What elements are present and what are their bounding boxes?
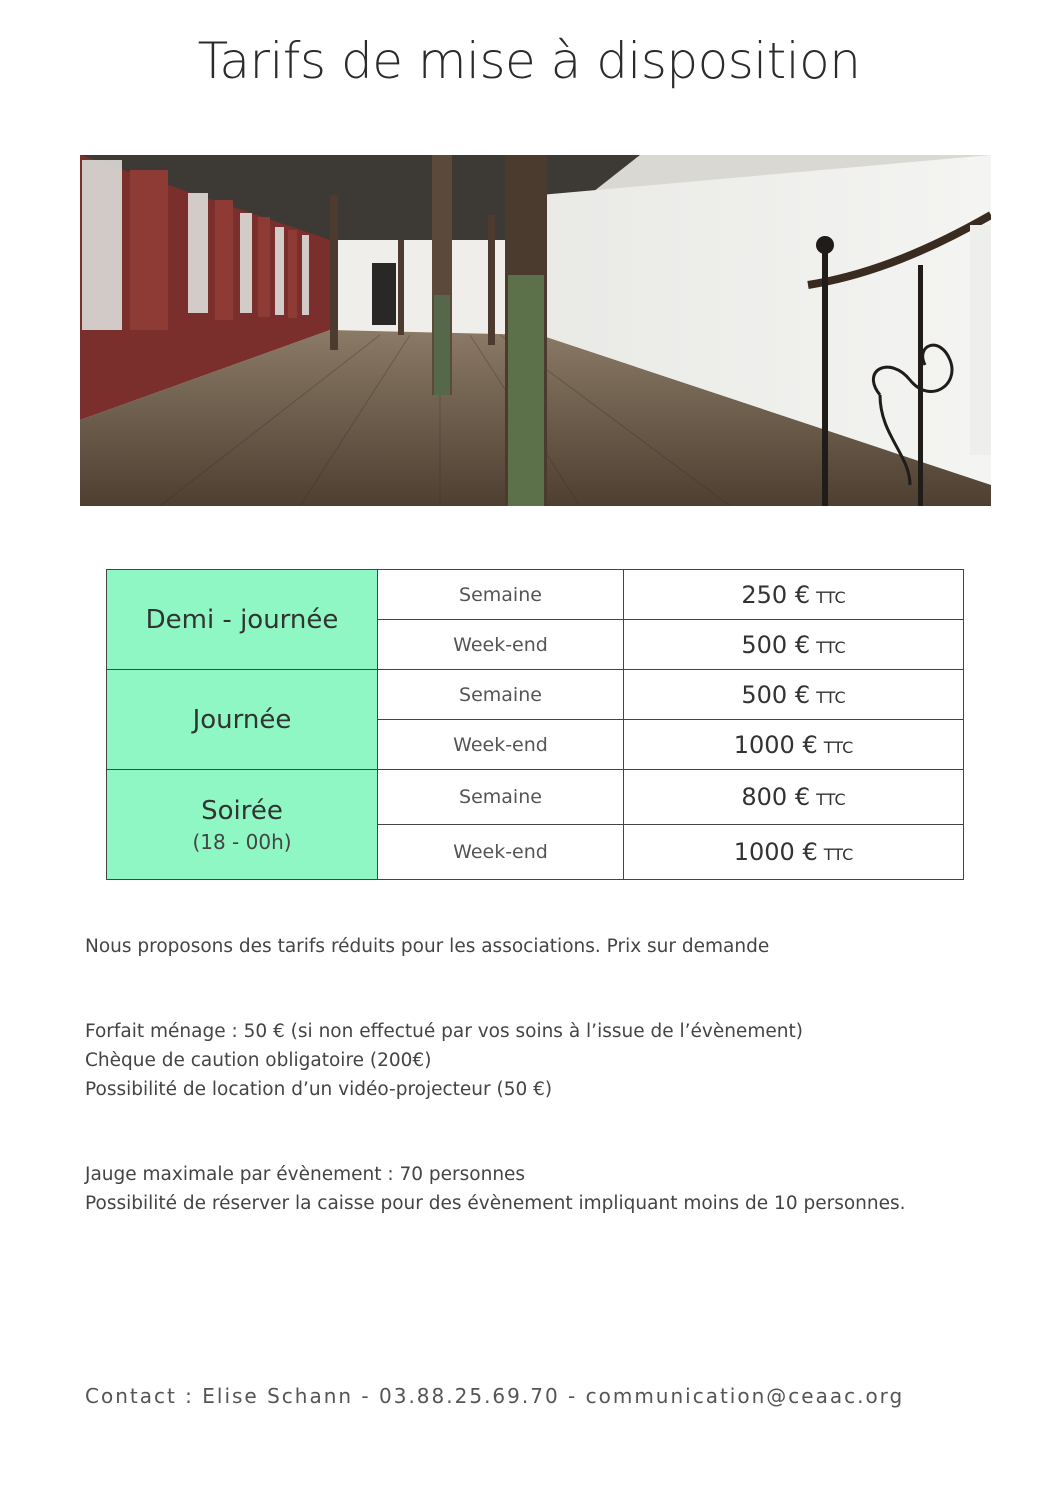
table-row [107,570,964,620]
table-row [107,770,964,825]
price-cell: 1000 € TTC [624,825,964,880]
contact-line: Contact : Elise Schann - 03.88.25.69.70 - communication@ceaac.org [85,1384,905,1408]
notes-conditions [85,1017,803,1104]
price-cell: 1000 € TTC [624,720,964,770]
note-text: Jauge maximale par évènement : 70 personnes [85,1164,526,1185]
venue-photo [80,155,991,506]
row-label: Demi - journée [107,570,378,670]
price-cell: 250 € TTC [624,570,964,620]
price-cell: 500 € TTC [624,620,964,670]
price-cell: 800 € TTC [624,770,964,825]
note-text: Forfait ménage : 50 € (si non effectué par vos soins à l’issue de l’évènement) [85,1021,803,1042]
table-row [107,670,964,720]
row-sublabel: (18 - 00h) [192,829,292,854]
note-text: Possibilité de réserver la caisse pour des évènement impliquant moins de 10 personnes. [85,1193,906,1214]
row-label: Journée [107,670,378,770]
price-cell: 500 € TTC [624,670,964,720]
row-label: Soirée (18 - 00h) [107,770,378,880]
period-cell: Semaine [378,770,624,825]
note-text: Possibilité de location d’un vidéo-projecteur (50 €) [85,1079,553,1100]
period-cell: Semaine [378,570,624,620]
note-text: Chèque de caution obligatoire (200€) [85,1050,432,1071]
period-cell: Semaine [378,670,624,720]
page-title: Tarifs de mise à disposition [197,32,861,90]
notes-associations [85,932,769,961]
period-cell: Week-end [378,720,624,770]
period-cell: Week-end [378,620,624,670]
period-cell: Week-end [378,825,624,880]
note-text: Nous proposons des tarifs réduits pour les associations. Prix sur demande [85,936,770,957]
notes-capacity [85,1160,906,1218]
pricing-table [106,569,964,880]
